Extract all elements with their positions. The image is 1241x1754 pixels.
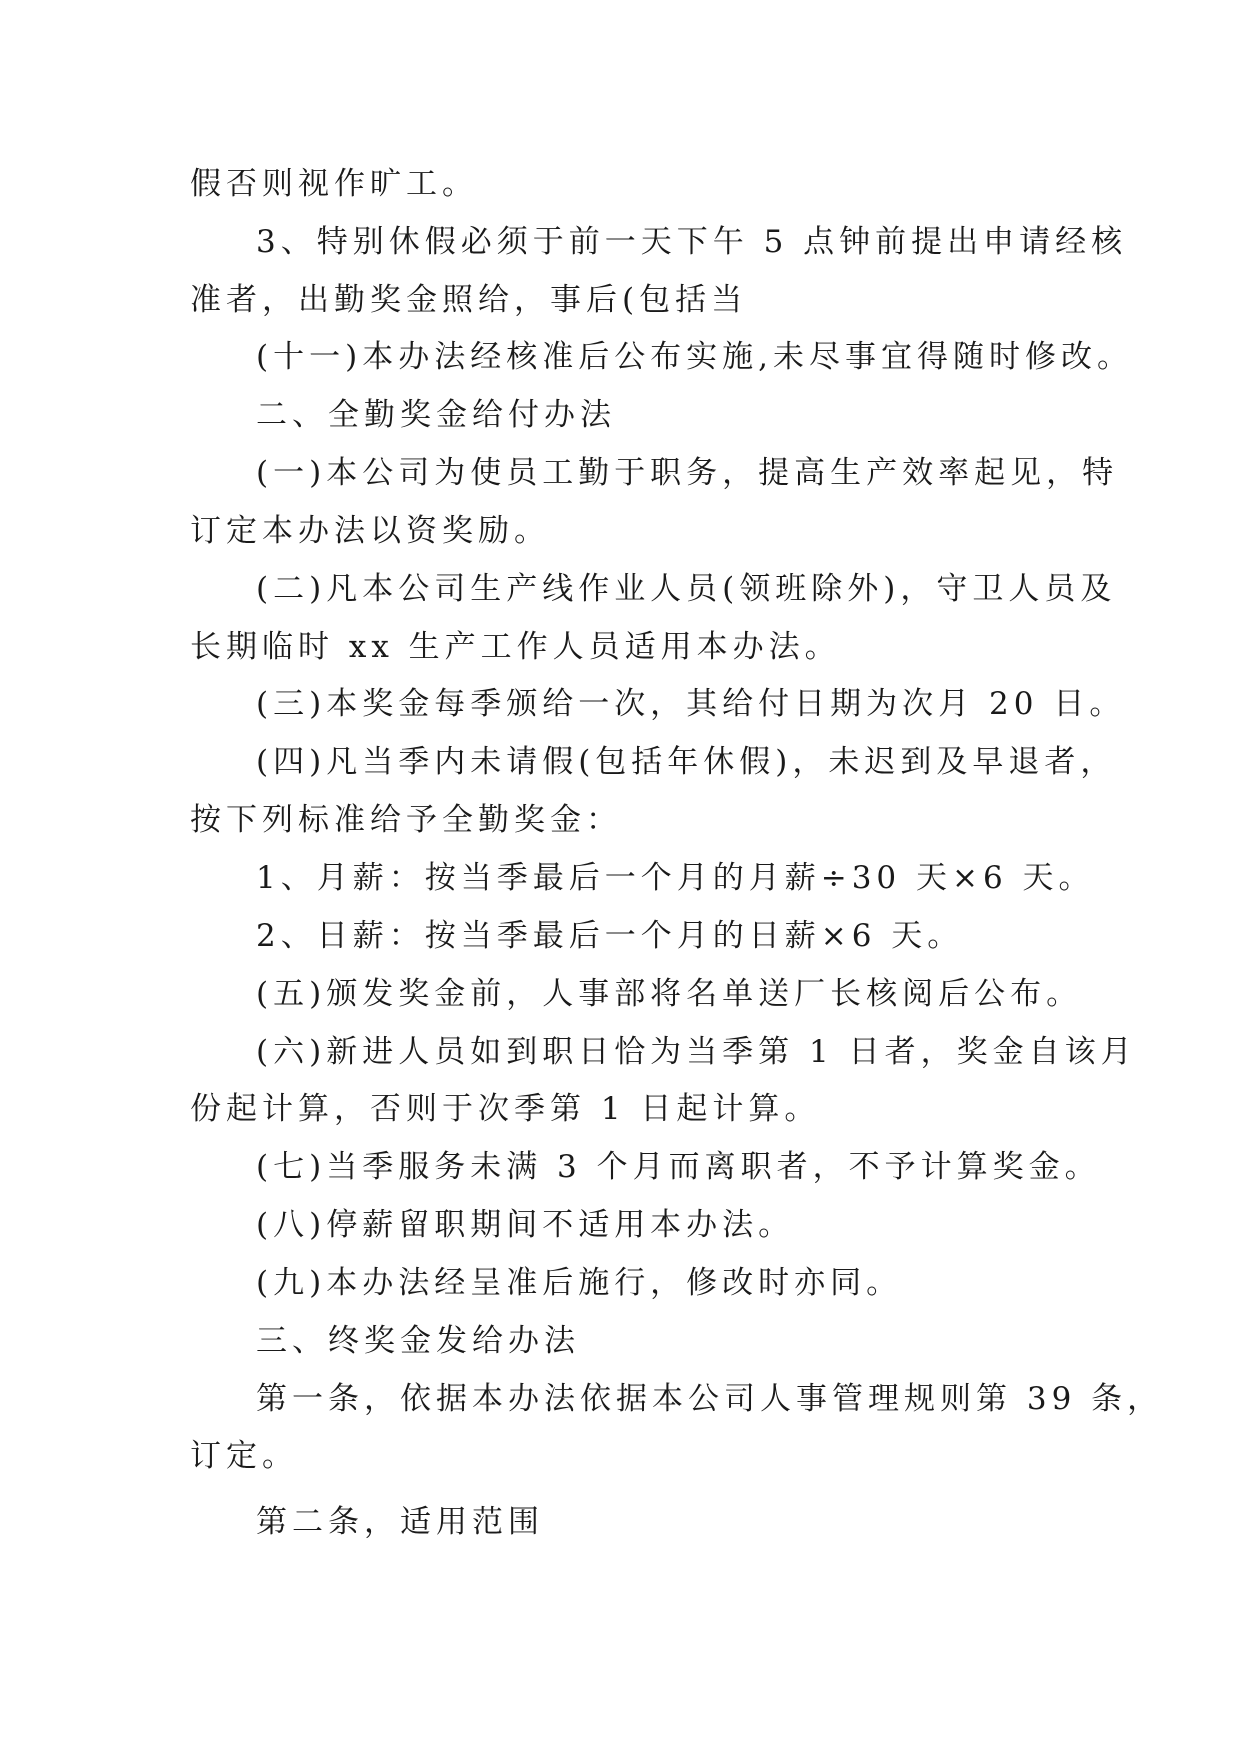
text-line: 份起计算，否则于次季第 1 日起计算。: [190, 1091, 821, 1127]
text-line: 2、日薪：按当季最后一个月的日薪×6 天。: [256, 918, 964, 954]
text-line: 1、月薪：按当季最后一个月的月薪÷30 天×6 天。: [256, 860, 1095, 896]
text-line: 订定。: [190, 1438, 298, 1474]
text-line: (七)当季服务未满 3 个月而离职者，不予计算奖金。: [256, 1149, 1101, 1185]
section-heading: 三、终奖金发给办法: [256, 1323, 580, 1359]
text-line: (六)新进人员如到职日恰为当季第 1 日者，奖金自该月: [256, 1034, 1137, 1070]
text-line: (四)凡当季内未请假(包括年休假)，未迟到及早退者，: [256, 744, 1117, 780]
text-line: 3、特别休假必须于前一天下午 5 点钟前提出申请经核: [256, 224, 1128, 260]
text-line: (九)本办法经呈准后施行，修改时亦同。: [256, 1265, 903, 1301]
text-line: 订定本办法以资奖励。: [190, 513, 550, 549]
text-line: 长期临时 xx 生产工作人员适用本办法。: [190, 629, 841, 665]
text-line: 按下列标准给予全勤奖金：: [190, 802, 622, 838]
text-line: (十一)本办法经核准后公布实施,未尽事宜得随时修改。: [256, 339, 1134, 375]
text-line: 第二条，适用范围: [256, 1504, 544, 1540]
section-heading: 二、全勤奖金给付办法: [256, 397, 616, 433]
text-line: (五)颁发奖金前，人事部将名单送厂长核阅后公布。: [256, 976, 1083, 1012]
text-line: (二)凡本公司生产线作业人员(领班除外)，守卫人员及: [256, 571, 1117, 607]
text-line: 第一条，依据本办法依据本公司人事管理规则第 39 条，: [256, 1381, 1164, 1417]
text-line: (三)本奖金每季颁给一次，其给付日期为次月 20 日。: [256, 686, 1126, 722]
text-line: (一)本公司为使员工勤于职务，提高生产效率起见，特: [256, 455, 1119, 491]
text-line: (八)停薪留职期间不适用本办法。: [256, 1207, 795, 1243]
text-line: 准者，出勤奖金照给，事后(包括当: [190, 282, 748, 318]
text-line: 假否则视作旷工。: [190, 166, 478, 202]
